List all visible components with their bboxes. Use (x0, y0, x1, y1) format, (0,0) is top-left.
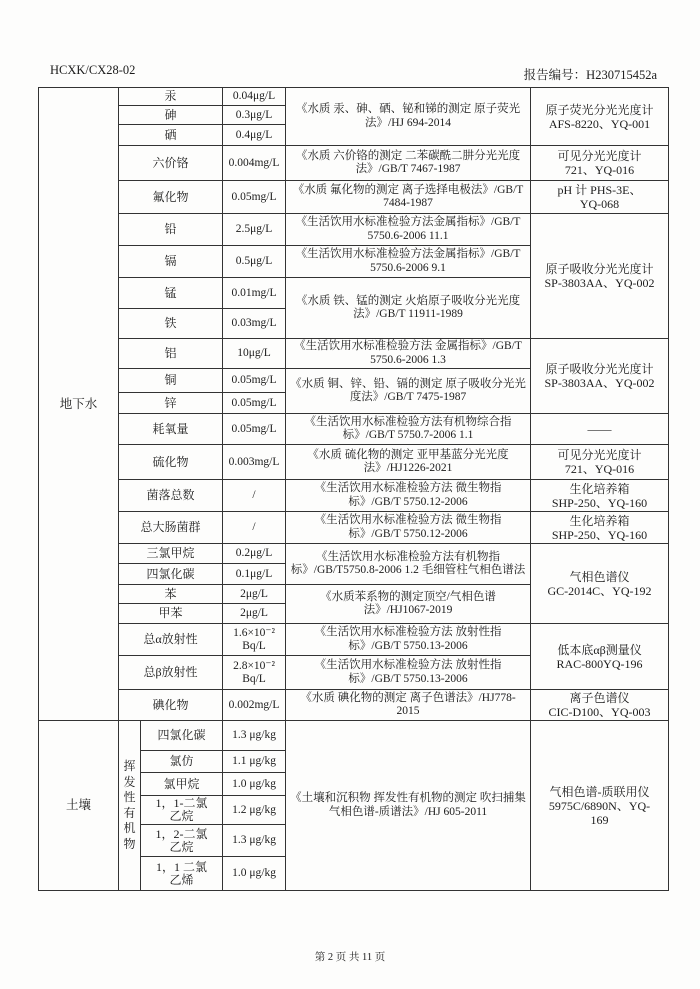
detection-limit: 10μg/L (223, 339, 286, 369)
instrument: 离子色谱仪 CIC-D100、YQ-003 (531, 690, 669, 721)
table-row (39, 624, 669, 656)
table-row (39, 88, 669, 106)
test-item: 1，1 二氯 乙烯 (141, 857, 223, 891)
test-method: 《生活饮用水标准检验方法有机物指标》/GB/T5750.8-2006 1.2 毛细管柱气相色谱法 (286, 544, 531, 585)
table-row (39, 544, 669, 564)
instrument: 气相色谱仪 GC-2014C、YQ-192 (531, 544, 669, 624)
test-method: 《生活饮用水标准检验方法 金属指标》/GB/T 5750.6-2006 1.3 (286, 339, 531, 369)
test-method: 《生活饮用水标准检验方法金属指标》/GB/T 5750.6-2006 9.1 (286, 246, 531, 278)
test-method: 《水质 铜、锌、铅、镉的测定 原子吸收分光光度法》/GB/T 7475-1987 (286, 369, 531, 414)
test-item: 总大肠菌群 (119, 512, 223, 544)
test-item: 铁 (119, 309, 223, 339)
document-code: HCXK/CX28-02 (50, 63, 136, 77)
test-item: 氯仿 (141, 751, 223, 773)
test-method: 《生活饮用水标准检验方法 微生物指标》/GB/T 5750.12-2006 (286, 512, 531, 544)
sample-category-soil: 土壤 (39, 721, 119, 891)
table-row (39, 721, 669, 751)
detection-limit: 1.6×10⁻² Bq/L (223, 624, 286, 656)
detection-limit: 2.8×10⁻² Bq/L (223, 656, 286, 690)
detection-limit: 1.2 μg/kg (223, 796, 286, 825)
test-method: 《水质苯系物的测定顶空/气相色谱法》/HJ1067-2019 (286, 585, 531, 624)
detection-limit: 1.0 μg/kg (223, 773, 286, 796)
instrument: —— (531, 414, 669, 445)
table-row (39, 445, 669, 480)
test-item: 1，2-二氯 乙烷 (141, 825, 223, 857)
detection-limit: 1.3 μg/kg (223, 721, 286, 751)
test-item: 耗氧量 (119, 414, 223, 445)
test-method: 《水质 铁、锰的测定 火焰原子吸收分光光度法》/GB/T 11911-1989 (286, 278, 531, 339)
test-method: 《生活饮用水标准检验方法金属指标》/GB/T 5750.6-2006 11.1 (286, 214, 531, 246)
detection-limit: 2μg/L (223, 585, 286, 604)
table-row (39, 414, 669, 445)
detection-limit: 2.5μg/L (223, 214, 286, 246)
instrument: 生化培养箱 SHP-250、YQ-160 (531, 480, 669, 512)
table-row (39, 146, 669, 181)
instrument: 原子吸收分光光度计 SP-3803AA、YQ-002 (531, 339, 669, 414)
instrument: 可见分光光度计 721、YQ-016 (531, 445, 669, 480)
detection-limit: 0.4μg/L (223, 125, 286, 146)
test-item: 硒 (119, 125, 223, 146)
detection-limit: 0.2μg/L (223, 544, 286, 564)
table-row (39, 339, 669, 369)
instrument: 低本底αβ测量仪 RAC-800YQ-196 (531, 624, 669, 690)
instrument: 可见分光光度计 721、YQ-016 (531, 146, 669, 181)
detection-limit: 0.003mg/L (223, 445, 286, 480)
test-item: 六价铬 (119, 146, 223, 181)
detection-limit: 0.01mg/L (223, 278, 286, 309)
test-item: 总α放射性 (119, 624, 223, 656)
detection-limit: / (223, 480, 286, 512)
detection-limit: 0.05mg/L (223, 369, 286, 393)
test-item: 氯甲烷 (141, 773, 223, 796)
test-method: 《水质 汞、砷、硒、铋和锑的测定 原子荧光法》/HJ 694-2014 (286, 88, 531, 146)
test-method-table (38, 87, 669, 891)
detection-limit: 1.1 μg/kg (223, 751, 286, 773)
test-method: 《水质 六价铬的测定 二苯碳酰二肼分光光度法》/GB/T 7467-1987 (286, 146, 531, 181)
detection-limit: 1.0 μg/kg (223, 857, 286, 891)
test-method: 《生活饮用水标准检验方法 放射性指标》/GB/T 5750.13-2006 (286, 624, 531, 656)
sample-category-groundwater: 地下水 (39, 88, 119, 721)
detection-limit: 0.05mg/L (223, 181, 286, 214)
test-item: 甲苯 (119, 604, 223, 624)
test-method: 《水质 氟化物的测定 离子选择电极法》/GB/T 7484-1987 (286, 181, 531, 214)
test-item: 苯 (119, 585, 223, 604)
detection-limit: 0.004mg/L (223, 146, 286, 181)
test-item: 四氯化碳 (119, 564, 223, 585)
test-item: 总β放射性 (119, 656, 223, 690)
detection-limit: 0.04μg/L (223, 88, 286, 106)
detection-limit: 0.002mg/L (223, 690, 286, 721)
instrument: 气相色谱-质联用仪 5975C/6890N、YQ- 169 (531, 721, 669, 891)
instrument: 原子吸收分光光度计 SP-3803AA、YQ-002 (531, 214, 669, 339)
detection-limit: 0.03mg/L (223, 309, 286, 339)
detection-limit: 0.05mg/L (223, 414, 286, 445)
detection-limit: 0.3μg/L (223, 106, 286, 125)
detection-limit: 0.1μg/L (223, 564, 286, 585)
detection-limit: 2μg/L (223, 604, 286, 624)
detection-limit: / (223, 512, 286, 544)
test-item: 镉 (119, 246, 223, 278)
instrument: pH 计 PHS-3E、 YQ-068 (531, 181, 669, 214)
test-item: 汞 (119, 88, 223, 106)
table-row (39, 512, 669, 544)
instrument: 生化培养箱 SHP-250、YQ-160 (531, 512, 669, 544)
test-item: 铜 (119, 369, 223, 393)
test-method: 《水质 硫化物的测定 亚甲基蓝分光光度法》/HJ1226-2021 (286, 445, 531, 480)
report-number: 报告编号：H230715452a (523, 68, 657, 82)
test-item: 菌落总数 (119, 480, 223, 512)
detection-limit: 0.05mg/L (223, 393, 286, 414)
test-method: 《生活饮用水标准检验方法 放射性指标》/GB/T 5750.13-2006 (286, 656, 531, 690)
test-item: 三氯甲烷 (119, 544, 223, 564)
test-item: 锰 (119, 278, 223, 309)
test-method: 《生活饮用水标准检验方法 微生物指标》/GB/T 5750.12-2006 (286, 480, 531, 512)
test-item: 砷 (119, 106, 223, 125)
test-method: 《水质 碘化物的测定 离子色谱法》/HJ778-2015 (286, 690, 531, 721)
page-number: 第 2 页 共 11 页 (314, 952, 386, 963)
test-item: 铝 (119, 339, 223, 369)
test-item: 1，1-二氯 乙烷 (141, 796, 223, 825)
test-item: 硫化物 (119, 445, 223, 480)
test-method: 《生活饮用水标准检验方法有机物综合指标》/GB/T 5750.7-2006 1.1 (286, 414, 531, 445)
table-body (39, 88, 669, 891)
table-row (39, 214, 669, 246)
table-row (39, 690, 669, 721)
test-item: 四氯化碳 (141, 721, 223, 751)
test-item: 锌 (119, 393, 223, 414)
item-group-label: 挥发性有机物 (119, 721, 141, 891)
detection-limit: 0.5μg/L (223, 246, 286, 278)
instrument: 原子荧光分光光度计 AFS-8220、YQ-001 (531, 88, 669, 146)
test-item: 碘化物 (119, 690, 223, 721)
test-method: 《土壤和沉积物 挥发性有机物的测定 吹扫捕集 气相色谱-质谱法》/HJ 605-2011 (286, 721, 531, 891)
table-row (39, 480, 669, 512)
table-row (39, 181, 669, 214)
detection-limit: 1.3 μg/kg (223, 825, 286, 857)
test-item: 铅 (119, 214, 223, 246)
test-item: 氟化物 (119, 181, 223, 214)
